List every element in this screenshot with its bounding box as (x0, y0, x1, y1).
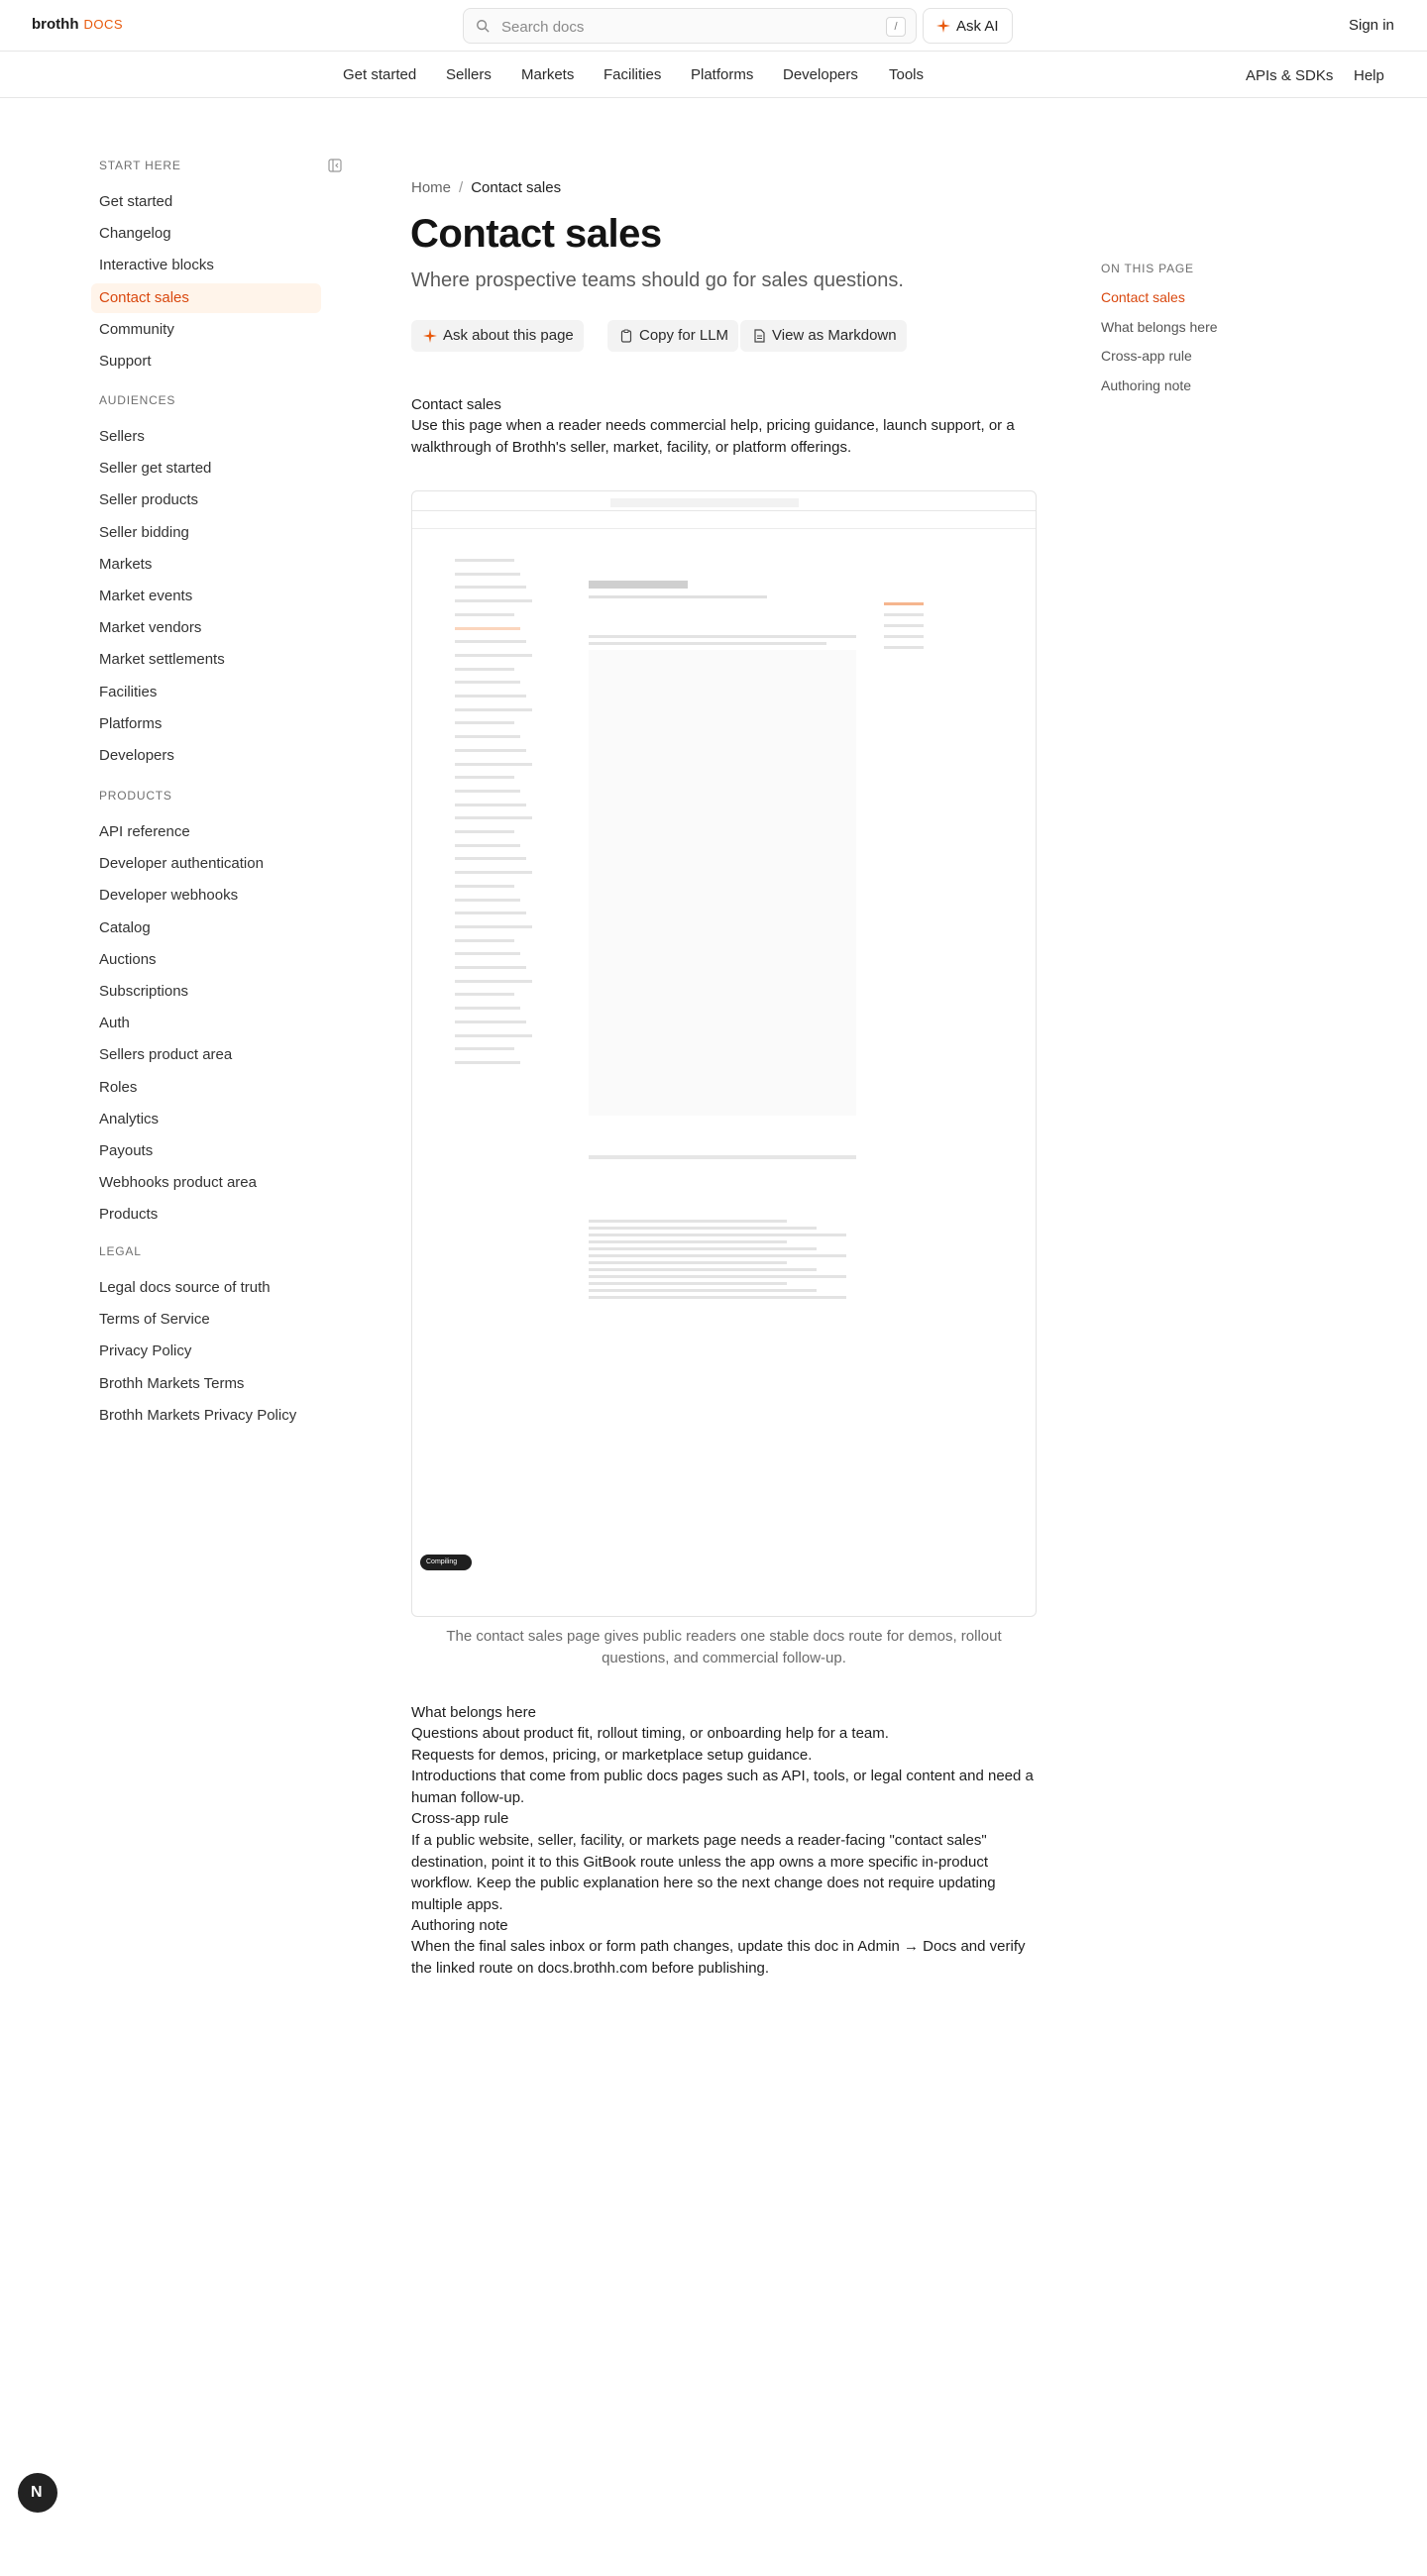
sparkle-icon (936, 19, 950, 33)
mini-toc-item (884, 635, 924, 638)
screenshot-image (411, 490, 1037, 1617)
mini-sidebar-item (455, 681, 520, 684)
sidebar-item-platforms[interactable]: Platforms (99, 714, 163, 732)
ask-about-page-label: Ask about this page (443, 327, 574, 344)
nav-apis-sdks[interactable]: APIs & SDKs (1246, 67, 1334, 84)
mini-toc-item (884, 646, 924, 649)
sidebar-item-seller-get-started[interactable]: Seller get started (99, 460, 212, 478)
view-as-markdown-label: View as Markdown (772, 327, 897, 344)
search-input[interactable] (463, 8, 917, 44)
mini-sidebar-item (455, 993, 514, 996)
mini-sidebar-item (455, 586, 526, 589)
mini-subtitle (589, 595, 767, 598)
breadcrumb-home[interactable]: Home (411, 179, 452, 196)
mini-sidebar-item (455, 721, 514, 724)
sparkle-icon (423, 329, 437, 343)
mini-text-line (589, 1220, 787, 1223)
nav-markets[interactable]: Markets (521, 66, 575, 83)
mini-sidebar-item (455, 871, 532, 874)
mini-sidebar-item (455, 695, 526, 698)
sidebar-item-support[interactable]: Support (99, 353, 152, 370)
nav-tools[interactable]: Tools (889, 66, 925, 83)
view-as-markdown-button[interactable] (740, 320, 907, 352)
mini-sidebar-item (455, 627, 520, 630)
mini-text-line (589, 635, 856, 638)
sidebar-item-webhooks-product-area[interactable]: Webhooks product area (99, 1174, 257, 1192)
mini-sidebar-item (455, 763, 532, 766)
search-placeholder: Search docs (501, 19, 585, 36)
mini-sidebar-item (455, 816, 532, 819)
sidebar-item-brothh-markets-privacy-policy[interactable]: Brothh Markets Privacy Policy (99, 1406, 297, 1424)
mini-sidebar-item (455, 790, 520, 793)
paragraph: Requests for demos, pricing, or marketplace setup guidance. (411, 1747, 813, 1764)
compiling-badge (420, 1555, 472, 1570)
ask-ai-label: Ask AI (956, 18, 999, 35)
mini-sidebar-item (455, 966, 526, 969)
sidebar-item-facilities[interactable]: Facilities (99, 683, 158, 700)
mini-sidebar-item (455, 749, 526, 752)
sidebar-item-privacy-policy[interactable]: Privacy Policy (99, 1342, 192, 1360)
mini-sidebar-item (455, 939, 514, 942)
brand-name: brothh (32, 16, 79, 33)
sidebar-section-title: LEGAL (99, 1244, 142, 1258)
paragraph: Introductions that come from public docs pages such as API, tools, or legal content and need a human follow-up. (411, 1768, 1034, 1806)
sidebar-section-title: PRODUCTS (99, 789, 172, 803)
main-nav (0, 52, 1427, 98)
sidebar-item-developers[interactable]: Developers (99, 747, 174, 764)
intro-heading: Contact sales (411, 396, 501, 413)
sign-in-link[interactable]: Sign in (1349, 17, 1394, 34)
page-title: Contact sales (410, 212, 662, 256)
sidebar-item-contact-sales[interactable]: Contact sales (91, 283, 321, 313)
sidebar-item-catalog[interactable]: Catalog (99, 918, 151, 936)
section-heading-what-belongs: What belongs here (411, 1704, 536, 1721)
document-icon (752, 329, 766, 343)
sidebar-item-auth[interactable]: Auth (99, 1015, 130, 1032)
sidebar-item-developer-webhooks[interactable]: Developer webhooks (99, 887, 239, 905)
mini-text-line (589, 1268, 817, 1271)
nav-get-started[interactable]: Get started (343, 66, 417, 83)
section-heading-cross-app: Cross-app rule (411, 1810, 509, 1827)
sidebar-item-markets[interactable]: Markets (99, 555, 153, 573)
sidebar-item-products[interactable]: Products (99, 1206, 159, 1224)
sidebar-item-brothh-markets-terms[interactable]: Brothh Markets Terms (99, 1374, 245, 1392)
mini-toc-item (884, 624, 924, 627)
breadcrumb-current: Contact sales (471, 179, 562, 196)
ask-ai-button[interactable] (923, 8, 1013, 44)
mini-sidebar-item (455, 804, 526, 806)
sidebar-section-title: START HERE (99, 159, 181, 172)
sidebar-item-sellers[interactable]: Sellers (99, 428, 145, 445)
mini-sidebar-item (455, 1047, 514, 1050)
mini-sidebar-item (455, 1007, 520, 1010)
paragraph: Questions about product fit, rollout timing, or onboarding help for a team. (411, 1725, 889, 1742)
mini-caption (589, 1155, 856, 1159)
brand-logo[interactable] (32, 16, 123, 33)
sidebar-item-changelog[interactable]: Changelog (99, 225, 171, 243)
mini-sidebar-item (455, 844, 520, 847)
mini-sidebar-item (455, 980, 532, 983)
image-caption: The contact sales page gives public readers one stable docs route for demos, rollout questions, and commercial follow-up. (446, 1628, 1002, 1666)
sidebar-item-market-events[interactable]: Market events (99, 588, 193, 604)
mini-sidebar-item (455, 885, 514, 888)
intro-text: Use this page when a reader needs commercial help, pricing guidance, launch support, or a walkthrough of Brothh's seller, market, facility, or platform offerings. (411, 417, 1015, 456)
sidebar-item-market-settlements[interactable]: Market settlements (99, 651, 225, 669)
sidebar-item-roles[interactable]: Roles (99, 1078, 138, 1096)
mini-sidebar-item (455, 640, 526, 643)
mini-topbar-divider (412, 510, 1037, 511)
mini-sidebar-item (455, 654, 532, 657)
mini-sidebar-item (455, 559, 514, 562)
compiling-label: Compiling (426, 1558, 458, 1565)
mini-sidebar-item (455, 1020, 526, 1023)
mini-text-line (589, 1296, 846, 1299)
mini-sidebar-item (455, 668, 514, 671)
nav-help[interactable]: Help (1354, 67, 1384, 84)
top-bar (0, 0, 1427, 52)
nav-developers[interactable]: Developers (783, 66, 858, 83)
mini-text-line (589, 1261, 787, 1264)
mini-text-line (589, 1227, 817, 1230)
mini-text-line (589, 1254, 846, 1257)
mini-text-line (589, 1240, 787, 1243)
sidebar-item-developer-authentication[interactable]: Developer authentication (99, 855, 264, 873)
page-subtitle: Where prospective teams should go for sales questions. (411, 269, 904, 291)
sidebar-item-sellers-product-area[interactable]: Sellers product area (99, 1046, 233, 1064)
sidebar-item-community[interactable]: Community (99, 320, 174, 338)
sidebar-item-seller-bidding[interactable]: Seller bidding (99, 523, 189, 541)
sidebar-item-interactive-blocks[interactable]: Interactive blocks (99, 257, 214, 274)
mini-sidebar-item (455, 776, 514, 779)
mini-sidebar-item (455, 735, 520, 738)
nav-platforms[interactable]: Platforms (691, 66, 754, 83)
fab-letter: N (31, 2484, 43, 2501)
mini-nested-shot (589, 650, 856, 1116)
sidebar-item-analytics[interactable]: Analytics (99, 1110, 160, 1127)
sidebar-item-seller-products[interactable]: Seller products (99, 491, 199, 509)
sidebar-section-title: AUDIENCES (99, 393, 176, 407)
brand-suffix: DOCS (83, 17, 124, 32)
mini-sidebar-item (455, 912, 526, 914)
mini-text-line (589, 1289, 817, 1292)
sidebar-item-market-vendors[interactable]: Market vendors (99, 619, 202, 637)
toc-item-cross-app-rule[interactable]: Cross-app rule (1101, 348, 1192, 364)
paragraph: If a public website, seller, facility, or markets page needs a reader-facing "contact sales" destination, point it to this GitBook route unless the app owns a more specific in-product workflow. Keep the public explanation here so the next change does not require updating multiple apps. (411, 1832, 996, 1913)
mini-toc-item (884, 602, 924, 605)
mini-sidebar-item (455, 573, 520, 576)
breadcrumb-separator: / (459, 179, 464, 196)
copy-for-llm-button[interactable] (607, 320, 738, 352)
search-icon (476, 19, 490, 33)
mini-toc-item (884, 613, 924, 616)
mini-sidebar-item (455, 925, 532, 928)
collapse-sidebar-icon[interactable] (328, 159, 342, 172)
mini-text-line (589, 642, 826, 645)
ask-about-page-button[interactable] (411, 320, 584, 352)
mini-text-line (589, 1282, 787, 1285)
paragraph: When the final sales inbox or form path changes, update this doc in Admin → Docs and verify the linked route on docs.brothh.com before publishing. (411, 1938, 1026, 1977)
dev-tools-button[interactable] (18, 2473, 57, 2513)
toc-item-contact-sales[interactable]: Contact sales (1101, 289, 1185, 305)
mini-sidebar-item (455, 830, 514, 833)
mini-sidebar-item (455, 952, 520, 955)
mini-sidebar-item (455, 613, 514, 616)
mini-text-line (589, 1247, 817, 1250)
toc-title: ON THIS PAGE (1101, 262, 1194, 275)
sidebar-item-auctions[interactable]: Auctions (99, 950, 157, 968)
mini-text-line (589, 1234, 846, 1236)
mini-sidebar-item (455, 599, 532, 602)
copy-for-llm-label: Copy for LLM (639, 327, 729, 344)
mini-sidebar-item (455, 1061, 520, 1064)
mini-title (589, 581, 688, 589)
sidebar-item-subscriptions[interactable]: Subscriptions (99, 983, 189, 1000)
mini-search (610, 498, 799, 507)
mini-sidebar-item (455, 1034, 532, 1037)
clipboard-icon (619, 329, 633, 343)
mini-navbar-divider (412, 528, 1037, 529)
toc-item-authoring-note[interactable]: Authoring note (1101, 377, 1192, 393)
sidebar-item-payouts[interactable]: Payouts (99, 1142, 154, 1159)
search-shortcut: / (886, 17, 906, 37)
toc-item-what-belongs-here[interactable]: What belongs here (1101, 319, 1218, 335)
mini-text-line (589, 1275, 846, 1278)
sidebar-item-get-started[interactable]: Get started (99, 193, 173, 210)
mini-sidebar-item (455, 708, 532, 711)
section-heading-authoring: Authoring note (411, 1917, 508, 1934)
sidebar-item-legal-docs-source-of-truth[interactable]: Legal docs source of truth (99, 1279, 271, 1296)
nav-facilities[interactable]: Facilities (604, 66, 662, 83)
mini-sidebar-item (455, 899, 520, 902)
sidebar-item-terms-of-service[interactable]: Terms of Service (99, 1311, 210, 1329)
nav-sellers[interactable]: Sellers (446, 66, 492, 83)
mini-sidebar-item (455, 857, 526, 860)
breadcrumb (411, 179, 561, 196)
sidebar-item-api-reference[interactable]: API reference (99, 823, 190, 840)
